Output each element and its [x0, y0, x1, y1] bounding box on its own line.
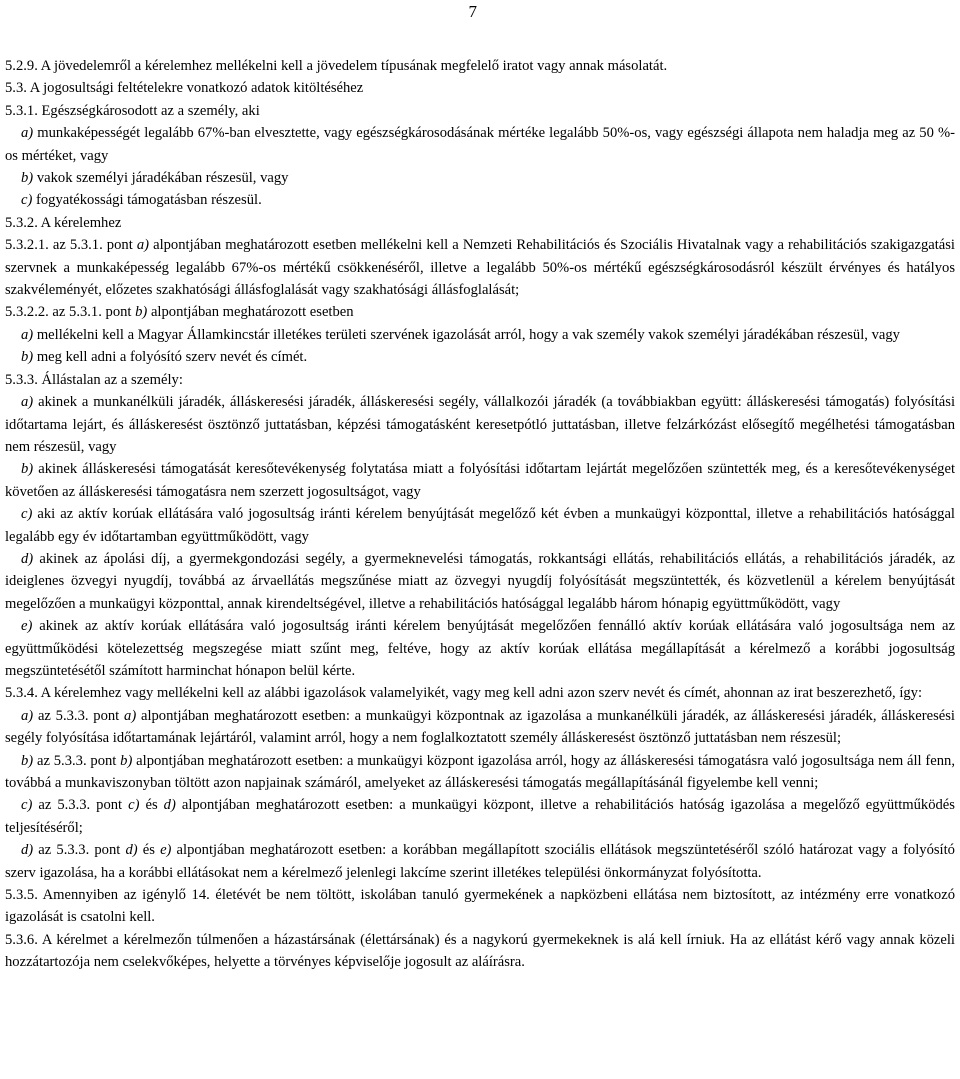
item-letter: d)	[21, 842, 34, 859]
list-item-5-3-3-a	[5, 391, 955, 458]
item-prefix: 5.3.2.2. az 5.3.1. pont	[5, 304, 136, 321]
item-letter: b)	[21, 752, 34, 769]
item-ref-letter-2: d)	[163, 797, 176, 814]
list-item-5-3-3-b	[5, 458, 955, 503]
item-conj: és	[137, 842, 161, 859]
paragraph-5-3-5: 5.3.5. Amennyiben az igénylő 14. életévét be nem töltött, iskolában tanuló gyermekének a napközbeni ellátása nem biztosított, az intézmény erre vonatkozó igazolását is csatolni kell.	[5, 887, 955, 926]
item-letter: c)	[21, 192, 33, 209]
list-item-5-3-4-b	[5, 750, 955, 795]
item-ref-letter-2: e)	[160, 842, 172, 859]
item-ref-letter: a)	[124, 707, 137, 724]
item-ref-letter: b)	[120, 752, 133, 769]
list-item-5-3-2-2-b	[5, 346, 955, 368]
item-ref-letter: d)	[125, 842, 138, 859]
list-item-5-3-3-c	[5, 503, 955, 548]
item-text: akinek a munkanélküli járadék, álláskeresési járadék, álláskeresési segély, vállalkozói járadék (a továbbiakban együtt: álláskeresési támogatás) folyósítási időtartama lejárt, és álláskeresést ösztönző juttatásban, képzési támogatásként keresetpótló juttatásban, illetve felzárkózást elősegítő megélhetési támogatásban nem részesül, vagy	[5, 394, 955, 455]
item-letter: b)	[21, 170, 34, 187]
item-text: meg kell adni a folyósító szerv nevét és címét.	[33, 349, 308, 366]
paragraph-5-3-2-1	[5, 234, 955, 301]
item-text: akinek álláskeresési támogatását keresőtevékenység folytatása miatt a folyósítási időtartam lejártát megelőzően szüntették meg, és a keresőtevékenységet követően az álláskeresési támogatásra nem szerzett jogosultságot, vagy	[5, 461, 955, 500]
list-item-5-3-1-c	[5, 189, 955, 211]
list-item-5-3-3-e	[5, 615, 955, 682]
list-item-5-3-4-d	[5, 839, 955, 884]
item-text: alpontjában meghatározott esetben mellékelni kell a Nemzeti Rehabilitációs és Szociális Hivatalnak vagy a rehabilitációs szakigazgatási szervnek a munkaképesség legalább 67%-os mértékű csökkenéséről, illetve a legalább 50%-os mértékű egészségkárosodásról készült érvényes és hatályos szakvéleményét, előzetes szakhatósági állásfoglalását vagy szakhatósági állásfoglalását;	[5, 237, 955, 299]
heading-5-3	[5, 77, 955, 99]
list-item-5-3-1-b	[5, 167, 955, 189]
item-prefix: az 5.3.3. pont	[33, 752, 121, 769]
item-letter: b)	[21, 349, 34, 366]
item-letter: a)	[21, 707, 34, 724]
item-letter: d)	[21, 550, 34, 567]
item-prefix: az 5.3.3. pont	[33, 707, 125, 724]
item-text: munkaképességét legalább 67%-ban elvesztette, vagy egészségkárosodásának mértéke legalább 50%-os, vagy egészségi állapota nem haladja meg az 50 %-os mértéket, vagy	[5, 125, 955, 164]
list-item-5-3-3-d	[5, 548, 955, 615]
item-text: alpontjában meghatározott esetben: a munkaügyi központ igazolása arról, hogy az álláskeresési támogatásra való jogosultsága nem áll fenn, továbbá a munkaviszonyban töltött azon napjainak számáról, amelyeket az álláskeresési támogatás megállapításánál figyelembe kell venni;	[5, 752, 955, 791]
list-item-5-3-4-a	[5, 705, 955, 750]
item-letter: b)	[135, 304, 148, 321]
item-letter: a)	[21, 326, 34, 343]
item-text: vakok személyi járadékában részesül, vagy	[33, 170, 289, 187]
item-prefix: az 5.3.3. pont	[33, 842, 126, 859]
item-letter: c)	[21, 797, 33, 814]
item-letter: b)	[21, 461, 34, 478]
item-text: akinek az aktív korúak ellátására való jogosultság iránti kérelem benyújtását megelőzően fennálló aktív korúak ellátására való jogosultsága nem az együttműködési kötelezettség megszegése miatt szűnt meg, feltéve, hogy az aktív korúak ellátása megállapítását a kérelmező a korábbi jogosultság megszüntetésétől számított harminchat hónapon belül kérte.	[5, 618, 955, 679]
item-prefix: az 5.3.3. pont	[32, 797, 129, 814]
item-text: alpontjában meghatározott esetben: a munkaügyi központ, illetve a rehabilitációs hatóság igazolása a megelőző együttműködés teljesítéséről;	[5, 797, 955, 836]
item-letter: c)	[21, 506, 33, 523]
item-text: akinek az ápolási díj, a gyermekgondozási segély, a gyermeknevelési támogatás, rokkantsági ellátás, rehabilitációs ellátás, a rehabilitációs járadék, az ideiglenes özvegyi nyugdíj, továbbá az árvaellátás megszűnése miatt az özvegyi nyugdíj folyósítását megszüntették, és közvetlenül a kérelem benyújtását megelőzően a munkaügyi központtal, annak kirendeltségével, illetve a rehabilitációs hatósággal legalább három hónapig együttműködött, vagy	[5, 550, 955, 612]
heading-5-3-text: 5.3. A jogosultsági feltételekre vonatkozó adatok kitöltéséhez	[5, 80, 364, 97]
paragraph-5-2-9: 5.2.9. A jövedelemről a kérelemhez mellékelni kell a jövedelem típusának megfelelő iratot vagy annak másolatát.	[5, 58, 668, 74]
heading-5-3-3: 5.3.3. Állástalan az a személy:	[5, 371, 183, 388]
item-text: alpontjában meghatározott esetben	[147, 304, 354, 321]
item-conj: és	[139, 797, 164, 814]
item-letter: a)	[21, 394, 34, 411]
item-text: mellékelni kell a Magyar Államkincstár illetékes területi szervének igazolását arról, hogy a vak személy vakok személyi járadékában részesül, vagy	[33, 326, 900, 343]
heading-5-3-1: 5.3.1. Egészségkárosodott az a személy, aki	[5, 102, 260, 119]
paragraph-5-3-2-2	[5, 301, 955, 323]
item-letter: a)	[21, 125, 34, 142]
heading-5-3-2: 5.3.2. A kérelemhez	[5, 214, 122, 231]
item-text: aki az aktív korúak ellátására való jogosultság iránti kérelem benyújtását megelőző két évben a munkaügyi központtal, illetve a rehabilitációs hatósággal legalább egy év időtartamban együttműködött, vagy	[5, 506, 955, 545]
list-item-5-3-4-c	[5, 794, 955, 839]
item-ref-letter: c)	[128, 797, 140, 814]
item-text: alpontjában meghatározott esetben: a munkaügyi központnak az igazolása a munkanélküli járadék, az álláskeresési járadék, álláskeresési segély folyósítása időtartamának lejártáról, valamint arról, hogy a nem foglalkoztatott személy álláskeresést ösztönző juttatásban nem részesül;	[5, 707, 955, 747]
item-text: alpontjában meghatározott esetben: a korábban megállapított szociális ellátások megszüntetéséről szóló határozat vagy a folyósító szerv igazolása, ha a korábbi ellátásokat nem a kérelmező jelenlegi lakcíme szerint illetékes települési önkormányzat folyósította.	[5, 842, 955, 881]
page-number: 7	[468, 2, 477, 21]
item-text: fogyatékossági támogatásban részesül.	[32, 192, 262, 209]
document-body	[5, 55, 955, 974]
paragraph-5-3-6: 5.3.6. A kérelmet a kérelmezőn túlmenően a házastársának (élettársának) és a nagykorú gyermekeknek is alá kell írniuk. Ha az ellátást kérő vagy annak közeli hozzátartozója nem cselekvőképes, helyette a törvényes képviselője jogosult az aláírásra.	[5, 931, 955, 971]
list-item-5-3-2-2-a	[5, 324, 955, 346]
item-letter: a)	[136, 237, 150, 254]
paragraph-5-3-4: 5.3.4. A kérelemhez vagy mellékelni kell az alábbi igazolások valamelyikét, vagy meg kell adni azon szerv nevét és címét, ahonnan az irat beszerezhető, így:	[5, 685, 923, 702]
item-prefix: 5.3.2.1. az 5.3.1. pont	[5, 237, 137, 254]
item-letter: e)	[21, 618, 33, 635]
list-item-5-3-1-a	[5, 122, 955, 167]
